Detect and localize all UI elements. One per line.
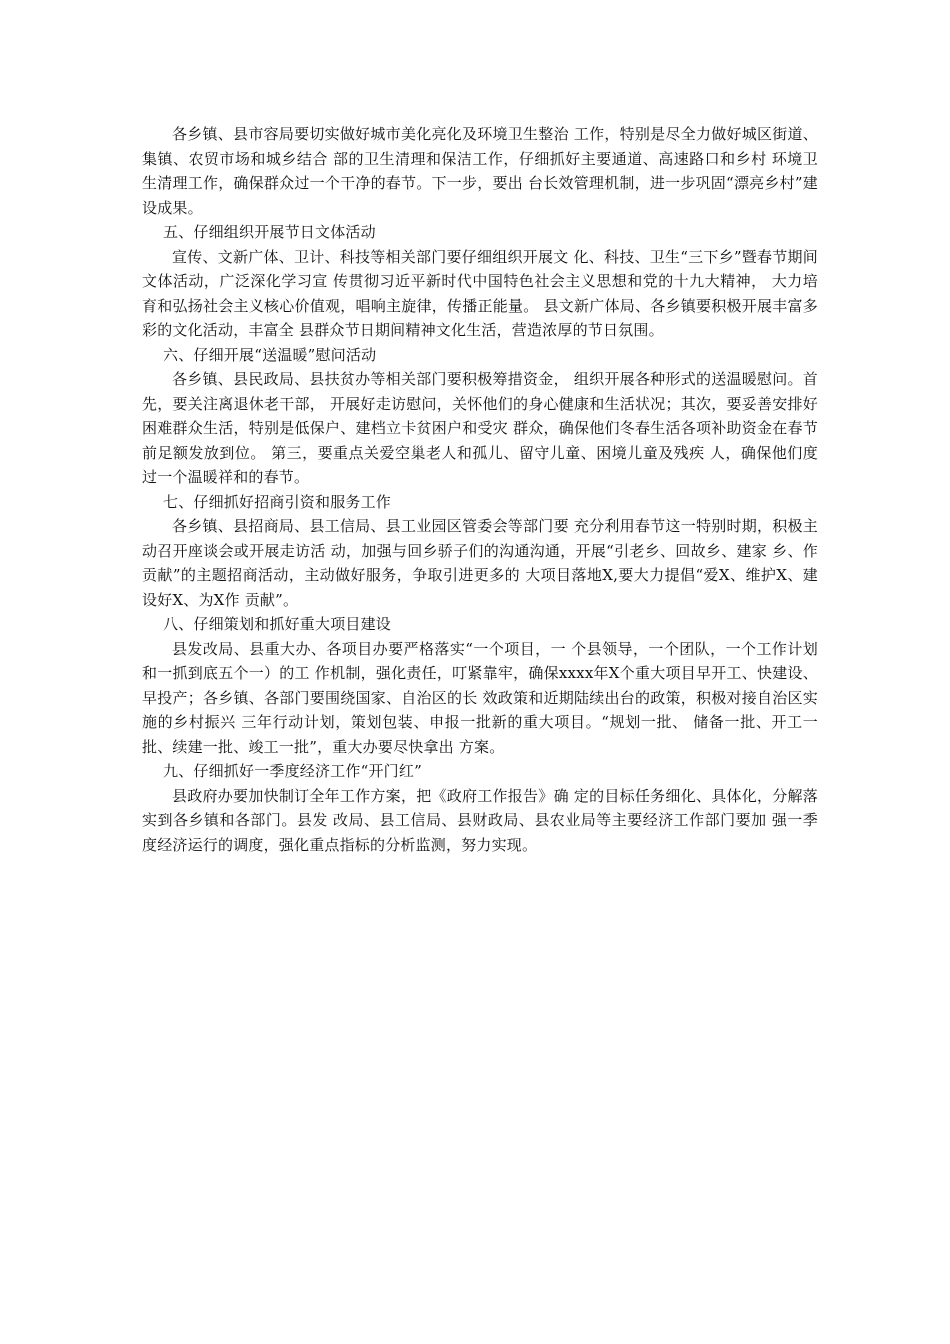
document-page [142, 122, 818, 857]
paragraph-culture-activities: 宣传、文新广体、卫计、科技等相关部门要仔细组织开展文 化、科技、卫生“三下乡”暨春节期间文体活动，广泛深化学习宣 传贯彻习近平新时代中国特色社会主义思想和党的十九大精神， 大力培育和弘扬社会主义核心价值观，唱响主旋律，传播正能量。 县文新广体局、各乡镇要积极开展丰富多彩的文化活动，丰富全 县群众节日期间精神文化生活，营造浓厚的节日氛围。 [142, 247, 818, 339]
paragraph-warmth-visits: 各乡镇、县民政局、县扶贫办等相关部门要积极筹措资金， 组织开展各种形式的送温暖慰问。首先，要关注离退休老干部， 开展好走访慰问，关怀他们的身心健康和生活状况；其次，要妥善安排好困难群众生活，特别是低保户、建档立卡贫困户和受灾 群众，确保他们冬春生活各项补助资金在春节前足额发放到位。 第三，要重点关爱空巢老人和孤儿、留守儿童、困境儿童及残疾 人，确保他们度过一个温暖祥和的春节。 [142, 370, 818, 486]
paragraph-major-projects: 县发改局、县重大办、各项目办要严格落实“一个项目，一 个县领导，一个团队，一个工作计划和一抓到底五个一）的工 作机制，强化责任，叮紧靠牢，确保xxxx年X个重大项目早开工、快建设、早投产；各乡镇、各部门要围绕国家、自治区的长 效政策和近期陆续出台的政策，积极对接自治区实施的乡村振兴 三年行动计划，策划包装、申报一批新的重大项目。“规划一批、 储备一批、开工一批、续建一批、竣工一批”，重大办要尽快拿出 方案。 [142, 639, 818, 756]
heading-culture-activities: 五、仔细组织开展节日文体活动 [163, 223, 376, 241]
heading-major-projects: 八、仔细策划和抓好重大项目建设 [163, 615, 392, 633]
paragraph-first-quarter: 县政府办要加快制订全年工作方案，把《政府工作报告》确 定的目标任务细化、具体化，分解落实到各乡镇和各部门。县发 改局、县工信局、县财政局、县农业局等主要经济工作部门要加 强一季度经济运行的调度，强化重点指标的分析监测，努力实现。 [142, 786, 818, 854]
paragraph-investment-service: 各乡镇、县招商局、县工信局、县工业园区管委会等部门要 充分利用春节这一特别时期，积极主动召开座谈会或开展走访活 动，加强与回乡骄子们的沟通沟通，开展“引老乡、回故乡、建家 乡、作贡献”的主题招商活动，主动做好服务，争取引进更多的 大项目落地X,要大力提倡“爱X、维护X、建设好X、为X作 贡献”。 [142, 517, 818, 609]
heading-investment-service: 七、仔细抓好招商引资和服务工作 [163, 492, 392, 511]
heading-first-quarter: 九、仔细抓好一季度经济工作“开门红” [163, 762, 422, 780]
heading-warmth-visits: 六、仔细开展“送温暖”慰问活动 [163, 345, 377, 364]
paragraph-sanitation: 各乡镇、县市容局要切实做好城市美化亮化及环境卫生整治 工作，特别是尽全力做好城区街道、集镇、农贸市场和城乡结合 部的卫生清理和保洁工作，仔细抓好主要通道、高速路口和乡村 环境卫生清理工作，确保群众过一个干净的春节。下一步，要出 台长效管理机制，进一步巩固“漂亮乡村”建设成果。 [142, 125, 818, 217]
